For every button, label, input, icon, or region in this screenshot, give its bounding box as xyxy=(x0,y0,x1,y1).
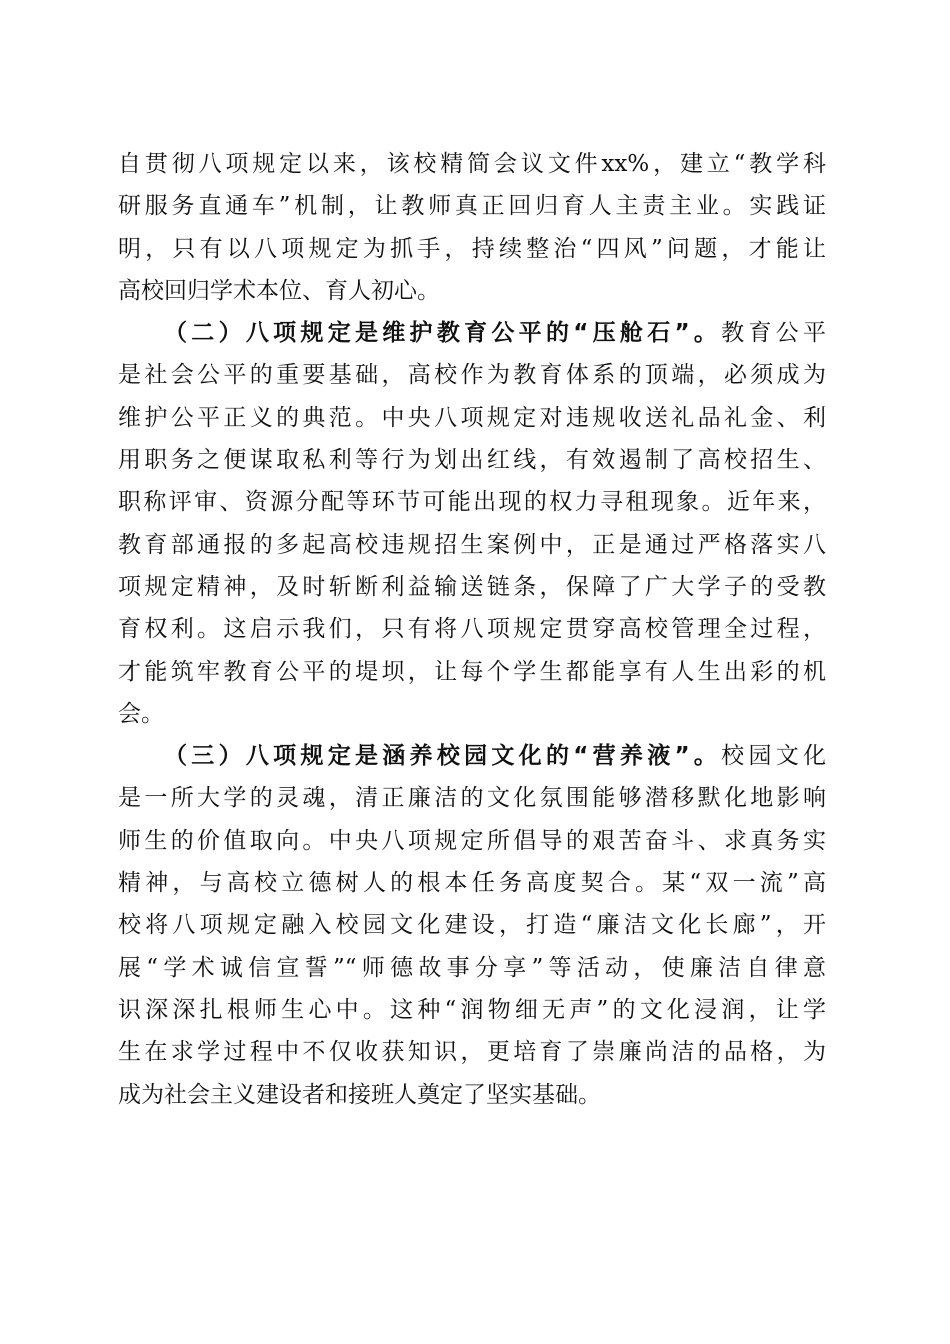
text-line: 师生的价值取向。中央八项规定所倡导的艰苦奋斗、求真务实 xyxy=(118,827,826,854)
text-line: 成为社会主义建设者和接班人奠定了坚实基础。 xyxy=(118,1081,601,1108)
text-line: 是社会公平的重要基础，高校作为教育体系的顶端，必须成为 xyxy=(118,362,826,389)
text-line: 用职务之便谋取私利等行为划出红线，有效遏制了高校招生、 xyxy=(118,447,826,474)
paragraph-2 xyxy=(118,312,826,735)
text-line: 研服务直通车”机制，让教师真正回归育人主责主业。实践证 xyxy=(118,193,826,220)
text-line: 项规定精神，及时斩断利益输送链条，保障了广大学子的受教 xyxy=(118,573,826,600)
document-body xyxy=(118,143,826,1116)
text-line: 职称评审、资源分配等环节可能出现的权力寻租现象。近年来， xyxy=(118,489,826,516)
paragraph-3 xyxy=(118,735,826,1116)
text-line: 识深深扎根师生心中。这种“润物细无声”的文化浸润，让学 xyxy=(118,996,826,1023)
text-line: 维护公平正义的典范。中央八项规定对违规收送礼品礼金、利 xyxy=(118,404,826,431)
text-line: 展“学术诚信宣誓”“师德故事分享”等活动，使廉洁自律意 xyxy=(118,954,826,981)
text-line xyxy=(118,312,826,354)
text-line: 精神，与高校立德树人的根本任务高度契合。某“双一流”高 xyxy=(118,870,826,897)
paragraph-1 xyxy=(118,143,826,312)
section-heading-3: （三）八项规定是涵养校园文化的“营养液”。 xyxy=(164,743,722,770)
text-line: 育权利。这启示我们，只有将八项规定贯穿高校管理全过程， xyxy=(118,616,826,643)
text-line: 教育部通报的多起高校违规招生案例中，正是通过严格落实八 xyxy=(118,531,826,558)
text-line: 校将八项规定融入校园文化建设，打造“廉洁文化长廊”，开 xyxy=(118,912,826,939)
text-line: 高校回归学术本位、育人初心。 xyxy=(118,277,440,304)
text-line: 是一所大学的灵魂，清正廉洁的文化氛围能够潜移默化地影响 xyxy=(118,785,826,812)
text-line: 明，只有以八项规定为抓手，持续整治“四风”问题，才能让 xyxy=(118,235,826,262)
section-heading-2: （二）八项规定是维护教育公平的“压舱石”。 xyxy=(164,320,722,347)
text-line: 会。 xyxy=(118,700,164,727)
text-line: 自贯彻八项规定以来，该校精简会议文件xx%，建立“教学科 xyxy=(118,151,826,177)
text-line: 才能筑牢教育公平的堤坝，让每个学生都能享有人生出彩的机 xyxy=(118,658,826,685)
text-line: 生在求学过程中不仅收获知识，更培育了崇廉尚洁的品格，为 xyxy=(118,1039,826,1066)
text-run: 校园文化 xyxy=(721,743,827,770)
text-run: 教育公平 xyxy=(721,320,827,347)
text-line xyxy=(118,735,826,777)
